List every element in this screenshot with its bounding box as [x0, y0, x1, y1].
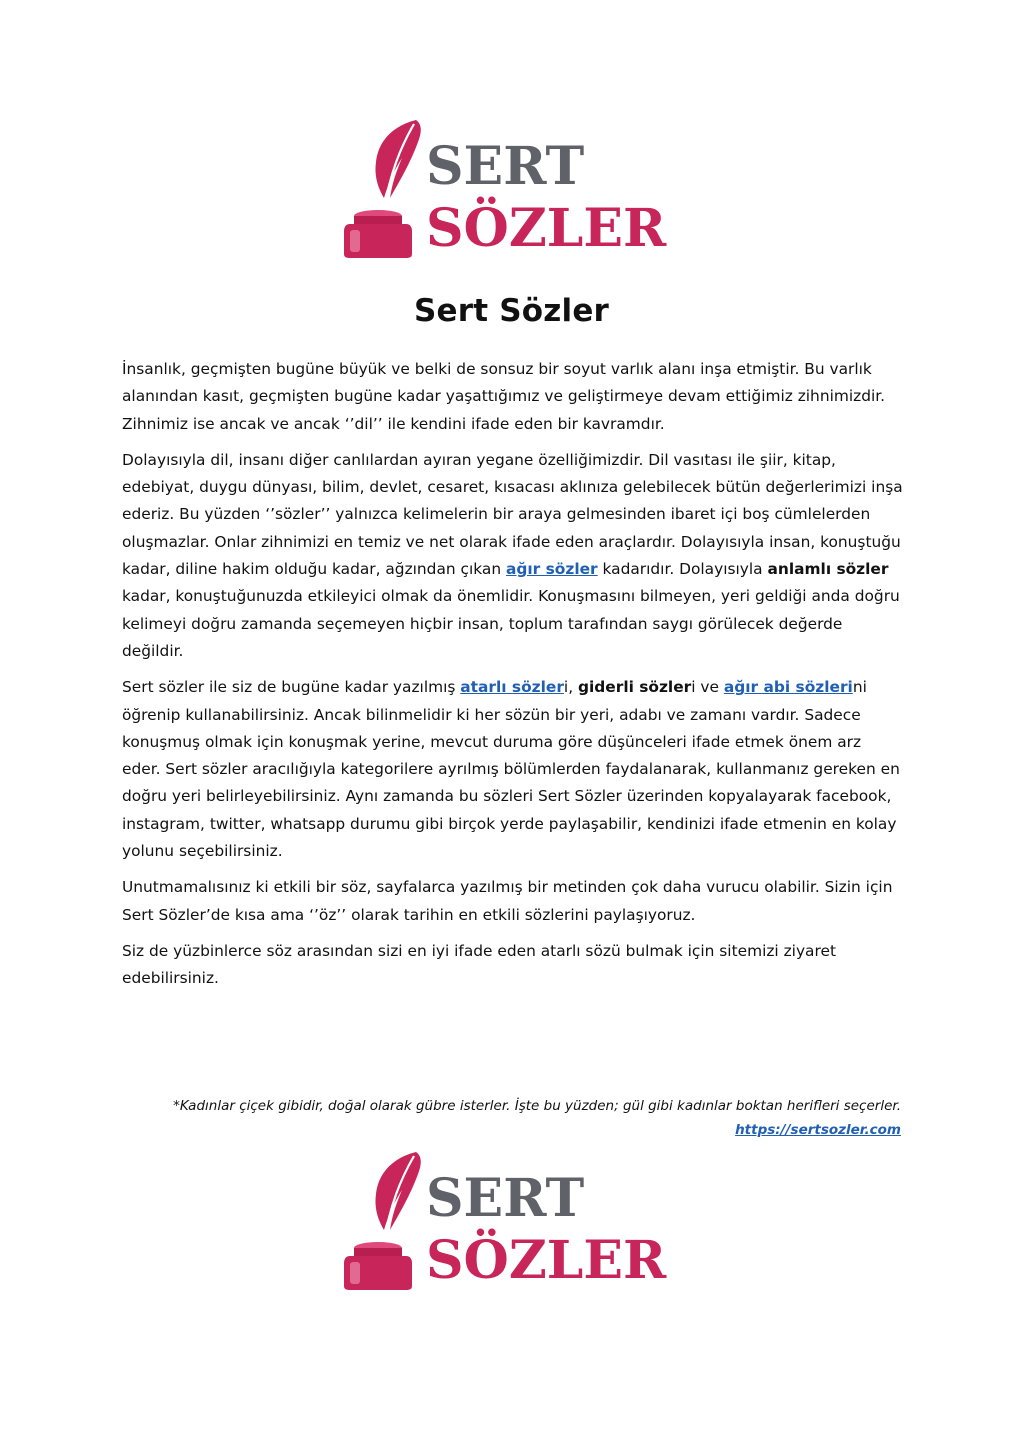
- svg-text:SERT: SERT: [426, 136, 585, 197]
- footer-quote: *Kadınlar çiçek gibidir, doğal olarak gübre isterler. İşte bu yüzden; gül gibi kadınlar boktan herifleri seçerler.: [173, 1098, 901, 1114]
- text-run: kadar, konuştuğunuzda etkileyici olmak da önemlidir. Konuşmasını bilmeyen, yeri geldiği anda doğru kelimeyi doğru zamanda seçemeyen hiçbir insan, toplum tarafından saygı görülecek değerde değildir.: [122, 587, 900, 660]
- page-title: Sert Sözler: [413, 293, 610, 329]
- text-run: kadarıdır. Dolayısıyla: [597, 560, 768, 579]
- sert-sozler-logo: [338, 118, 683, 258]
- logo-bottom: [338, 1150, 683, 1290]
- paragraph-usage: [122, 674, 904, 865]
- bold-anlamli-sozler: anlamlı sözler: [767, 560, 889, 579]
- sert-sozler-logo: [338, 1150, 683, 1290]
- text-run: Sert sözler ile siz de bugüne kadar yazılmış: [122, 678, 461, 697]
- logo-top: [338, 118, 683, 258]
- article-body: [122, 356, 904, 1002]
- paragraph-intro: İnsanlık, geçmişten bugüne büyük ve belki de sonsuz bir soyut varlık alanı inşa etmiştir. Bu varlık alanından kasıt, geçmişten bugüne kadar yaşattığımız ve geliştirmeye devam ettiğimiz zihnimizdir. Zihnimiz ise ancak ve ancak ‘’dil’’ ile kendini ifade eden bir kavramdır.: [122, 360, 886, 433]
- link-atarli-sozler[interactable]: atarlı sözler: [460, 678, 564, 697]
- text-run: ni öğrenip kullanabilirsiniz. Ancak bilinmelidir ki her sözün bir yeri, adabı ve zamanı vardır. Sadece konuşmuş olmak için konuşmak yerine, mevcut duruma göre düşünceleri ifade etmek önem arz eder. Sert sözler aracılığıyla kategorilere ayrılmış bölümlerden faydalanarak, kullanmanız gereken en doğru yeri belirleyebilirsiniz. Aynı zamanda bu sözleri Sert Sözler üzerinden kopyalayarak facebook, instagram, twitter, whatsapp durumu gibi birçok yerde paylaşabilir, kendinizi ifade etmenin en kolay yolunu seçebilirsiniz.: [122, 678, 900, 861]
- link-agir-abi-sozleri[interactable]: ağır abi sözleri: [723, 678, 853, 697]
- quill-inkwell-icon: [344, 120, 421, 258]
- paragraph-visit: Siz de yüzbinlerce söz arasından sizi en iyi ifade eden atarlı sözü bulmak için sitemizi ziyaret edebilirsiniz.: [122, 941, 836, 988]
- svg-text:SÖZLER: SÖZLER: [426, 198, 667, 258]
- quill-inkwell-icon: [344, 1152, 421, 1290]
- text-run: i,: [563, 678, 578, 697]
- footer-url-link[interactable]: https://sertsozler.com: [735, 1122, 901, 1138]
- text-run: Dolayısıyla dil, insanı diğer canlılardan ayıran yegane özelliğimizdir. Dil vasıtası ile şiir, kitap, edebiyat, duygu dünyası, bilim, devlet, cesaret, kısacası aklınıza gelebilecek bütün değerlerimizi inşa ederiz. Bu yüzden ‘’sözler’’ yalnızca kelimelerin bir araya gelmesinden ibaret içi boş cümlelerden oluşmazlar. Onlar zihnimizi en temiz ve net olarak ifade eden araçlardır. Dolayısıyla insan, konuştuğu kadar, diline hakim olduğu kadar, ağzından çıkan: [122, 450, 903, 579]
- link-agir-sozler[interactable]: ağır sözler: [506, 560, 598, 579]
- footer: [101, 1094, 901, 1142]
- paragraph-language: [122, 447, 904, 665]
- bold-giderli-sozler: giderli sözler: [577, 678, 692, 697]
- text-run: i ve: [691, 678, 724, 697]
- svg-text:SÖZLER: SÖZLER: [426, 1230, 667, 1290]
- svg-text:SERT: SERT: [426, 1168, 585, 1229]
- paragraph-impact: Unutmamalısınız ki etkili bir söz, sayfalarca yazılmış bir metinden çok daha vurucu olabilir. Sizin için Sert Sözler’de kısa ama ‘’öz’’ olarak tarihin en etkili sözlerini paylaşıyoruz.: [122, 878, 893, 924]
